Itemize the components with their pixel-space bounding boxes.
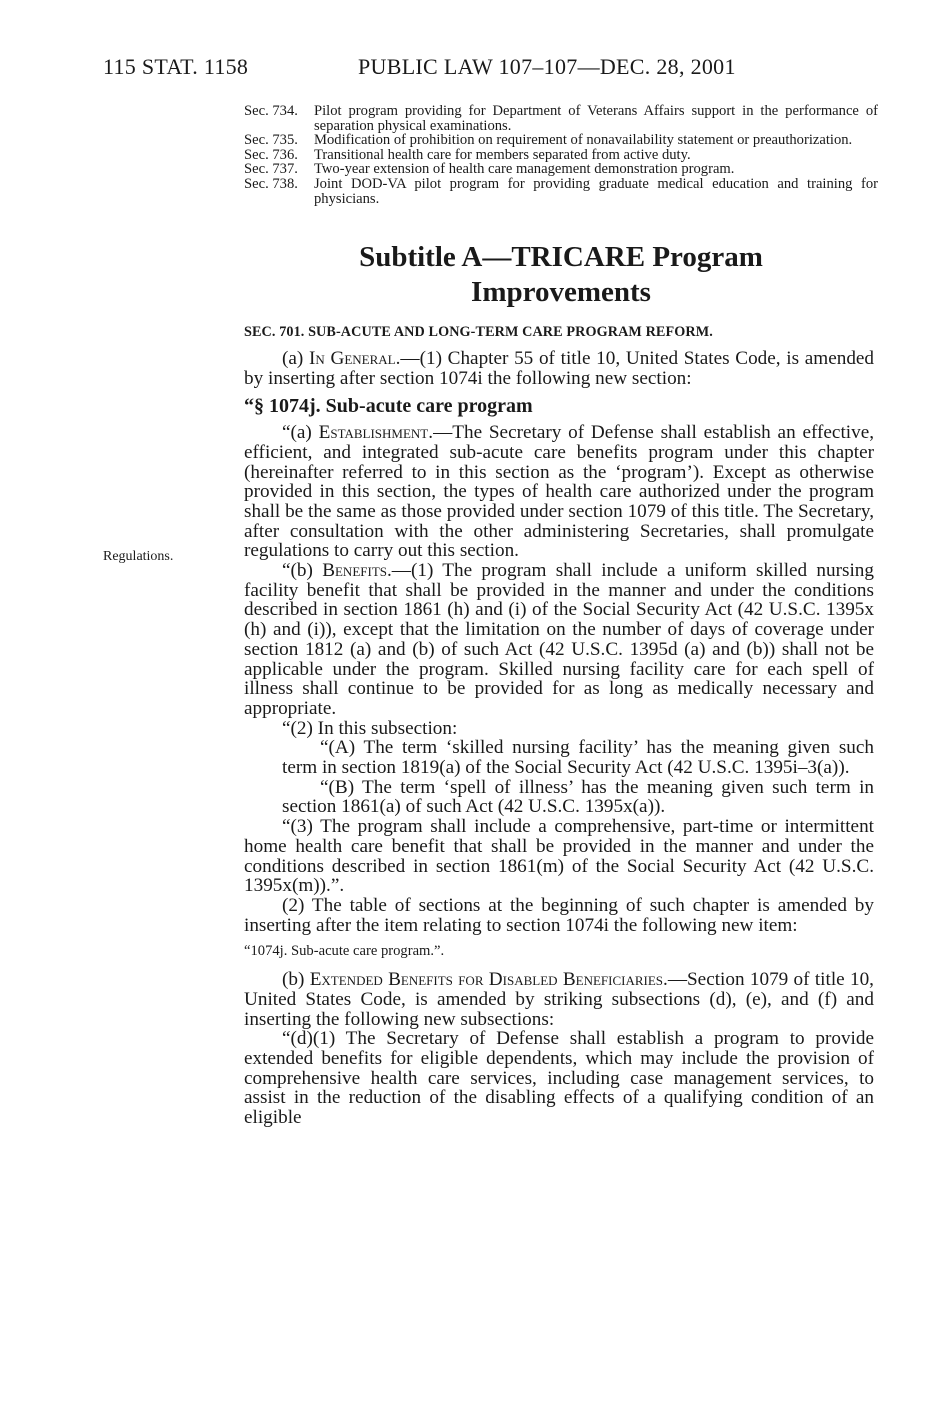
section-body [244, 349, 874, 1128]
toc-section-title: Modification of prohibition on requirement of nonavailability statement or preauthorization. [314, 132, 853, 149]
paragraph-a2: (2) The table of sections at the beginning of such chapter is amended by inserting after the item relating to section 1074i the following new item: [244, 894, 874, 936]
section-heading: SEC. 701. SUB-ACUTE AND LONG-TERM CARE PROGRAM REFORM. [244, 324, 713, 340]
toc-item [244, 148, 878, 163]
subtitle-line-1: Subtitle A—TRICARE Program [359, 241, 763, 273]
paragraph-b2A: “(A) The term ‘skilled nursing facility’ has the meaning given such term in section 1819(a) of the Social Security Act (42 U.S.C. 1395i–3(a)). [282, 737, 874, 779]
paragraph-b2: “(2) In this subsection: [282, 717, 458, 739]
margin-note: Regulations. [103, 549, 174, 564]
paragraph-b2B: “(B) The term ‘spell of illness’ has the meaning given such term in section 1861(a) of such Act (42 U.S.C. 1395x(a)). [282, 776, 874, 818]
paragraph-b: (b) Extended Benefits for Disabled Beneficiaries.—Section 1079 of title 10, United States Code, is amended by striking subsections (d), (e), and (f) and inserting the following new subsections: [244, 969, 874, 1030]
toc-section-number: Sec. 737. [244, 161, 298, 178]
caption-in-general: In General. [309, 348, 401, 369]
paragraph-b3: “(3) The program shall include a comprehensive, part-time or intermittent home health care benefit that shall be provided in the manner and under the conditions described in section 1861(m) of the Social Security Act (42 U.S.C. 1395x(m)).”. [244, 816, 874, 897]
toc-item [244, 177, 878, 206]
law-title: PUBLIC LAW 107–107—DEC. 28, 2001 [358, 54, 736, 79]
paragraph-d1: “(d)(1) The Secretary of Defense shall establish a program to provide extended benefits for eligible dependents, which may include the provision of comprehensive health care services, including case management services, to assist in the reduction of the disabling effects of a qualifying condition of an eligible [244, 1028, 874, 1129]
toc-section-title: Two-year extension of health care management demonstration program. [314, 161, 735, 178]
page-number: 115 STAT. 1158 [103, 54, 249, 79]
paragraph-a: (a) In General.—(1) Chapter 55 of title 10, United States Code, is amended by inserting after section 1074i the following new section: [244, 348, 875, 389]
caption-establishment: Establishment. [318, 422, 434, 444]
toc-section-number: Sec. 738. [244, 175, 298, 192]
new-table-item: “1074j. Sub-acute care program.”. [244, 943, 445, 960]
caption-extended-benefits: Extended Benefits for Disabled Beneficiaries. [309, 969, 668, 991]
paragraph-benefits: “(b) Benefits.—(1) The program shall include a uniform skilled nursing facility benefit that shall be provided in the manner and under the conditions described in section 1861 (h) and (i) of the Social Security Act (42 U.S.C. 1395x (h) and (i)), except that the limitation on the number of days of coverage under section 1812 (a) and (b) of such Act (42 U.S.C. 1395d (a) and (b)) shall not be applicable under the program. Skilled nursing facility care for each spell of illness shall continue to be provided for as long as medically necessary and appropriate. [244, 560, 874, 719]
toc-item [244, 133, 878, 148]
toc-section-number: Sec. 736. [244, 146, 298, 163]
toc-section-number: Sec. 734. [244, 103, 298, 119]
caption-benefits: Benefits. [322, 560, 392, 582]
toc-item [244, 104, 878, 133]
toc-section-title: Pilot program providing for Department of Veterans Affairs support in the performance of separation physical examinations. [314, 103, 878, 134]
toc-section-title: Joint DOD-VA pilot program for providing graduate medical education and training for physicians. [314, 175, 878, 207]
subtitle-line-2: Improvements [471, 276, 651, 308]
toc-section-number: Sec. 735. [244, 132, 298, 149]
paragraph-establishment: “(a) Establishment.—The Secretary of Defense shall establish an effective, efficient, and integrated sub-acute care benefits program under this chapter (hereinafter referred to in this section as the ‘program’). Except as otherwise provided in this section, the types of health care authorized under the program shall be the same as those provided under section 1079 of this title. The Secretary, after consultation with the other administering Secretaries, shall promulgate regulations to carry out this section. [244, 422, 875, 562]
toc-section-title: Transitional health care for members separated from active duty. [314, 146, 691, 163]
new-section-heading: “§ 1074j. Sub-acute care program [244, 395, 533, 418]
table-of-contents [244, 104, 878, 206]
subtitle-heading [244, 240, 878, 310]
page-header [0, 54, 948, 84]
toc-item [244, 162, 878, 177]
